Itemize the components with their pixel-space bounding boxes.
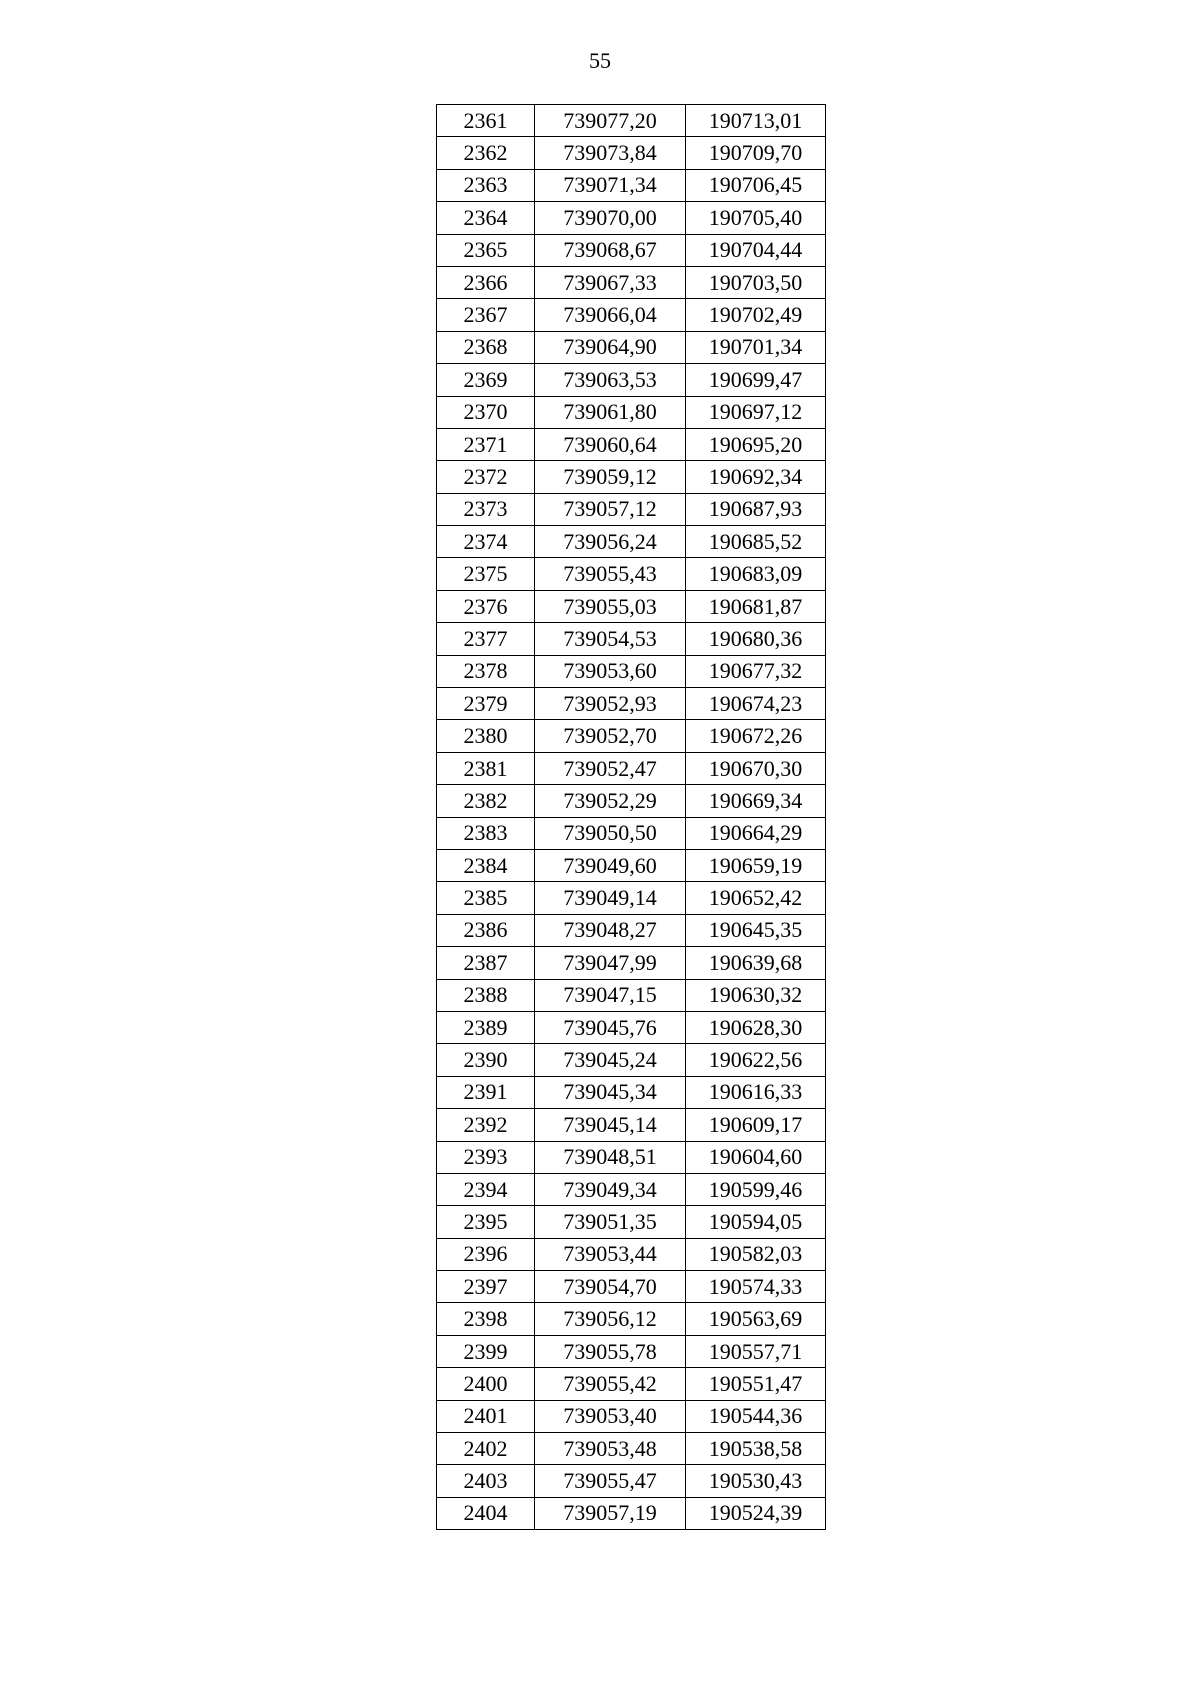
x-coordinate-cell: 739045,24 [535,1044,686,1076]
point-number-cell: 2364 [437,202,535,234]
x-coordinate-cell: 739052,70 [535,720,686,752]
x-coordinate-cell: 739073,84 [535,137,686,169]
point-number-cell: 2391 [437,1076,535,1108]
y-coordinate-cell: 190616,33 [686,1076,826,1108]
y-coordinate-cell: 190705,40 [686,202,826,234]
table-row [437,1109,826,1141]
x-coordinate-cell: 739047,15 [535,979,686,1011]
x-coordinate-cell: 739049,34 [535,1173,686,1205]
table-row [437,1433,826,1465]
y-coordinate-cell: 190677,32 [686,655,826,687]
point-number-cell: 2395 [437,1206,535,1238]
table-row [437,428,826,460]
y-coordinate-cell: 190574,33 [686,1271,826,1303]
point-number-cell: 2390 [437,1044,535,1076]
point-number-cell: 2404 [437,1497,535,1529]
x-coordinate-cell: 739053,40 [535,1400,686,1432]
y-coordinate-cell: 190713,01 [686,105,826,137]
point-number-cell: 2383 [437,817,535,849]
table-row [437,234,826,266]
x-coordinate-cell: 739064,90 [535,331,686,363]
x-coordinate-cell: 739059,12 [535,461,686,493]
y-coordinate-cell: 190538,58 [686,1433,826,1465]
y-coordinate-cell: 190551,47 [686,1368,826,1400]
point-number-cell: 2370 [437,396,535,428]
x-coordinate-cell: 739054,70 [535,1271,686,1303]
table-row [437,720,826,752]
point-number-cell: 2377 [437,623,535,655]
point-number-cell: 2372 [437,461,535,493]
table-row [437,1044,826,1076]
x-coordinate-cell: 739045,76 [535,1011,686,1043]
y-coordinate-cell: 190706,45 [686,169,826,201]
table-row [437,882,826,914]
y-coordinate-cell: 190683,09 [686,558,826,590]
x-coordinate-cell: 739077,20 [535,105,686,137]
x-coordinate-cell: 739071,34 [535,169,686,201]
y-coordinate-cell: 190639,68 [686,947,826,979]
x-coordinate-cell: 739057,19 [535,1497,686,1529]
point-number-cell: 2396 [437,1238,535,1270]
table-row [437,655,826,687]
y-coordinate-cell: 190702,49 [686,299,826,331]
point-number-cell: 2398 [437,1303,535,1335]
point-number-cell: 2368 [437,331,535,363]
y-coordinate-cell: 190524,39 [686,1497,826,1529]
point-number-cell: 2373 [437,493,535,525]
table-row [437,1303,826,1335]
table-row [437,493,826,525]
point-number-cell: 2394 [437,1173,535,1205]
point-number-cell: 2361 [437,105,535,137]
point-number-cell: 2392 [437,1109,535,1141]
coordinates-table [436,104,826,1530]
table-row [437,785,826,817]
y-coordinate-cell: 190664,29 [686,817,826,849]
table-row [437,396,826,428]
x-coordinate-cell: 739055,42 [535,1368,686,1400]
table-row [437,526,826,558]
table-row [437,752,826,784]
point-number-cell: 2385 [437,882,535,914]
y-coordinate-cell: 190670,30 [686,752,826,784]
table-row [437,914,826,946]
table-row [437,137,826,169]
point-number-cell: 2402 [437,1433,535,1465]
x-coordinate-cell: 739053,44 [535,1238,686,1270]
x-coordinate-cell: 739055,47 [535,1465,686,1497]
point-number-cell: 2371 [437,428,535,460]
y-coordinate-cell: 190685,52 [686,526,826,558]
point-number-cell: 2380 [437,720,535,752]
table-row [437,1368,826,1400]
x-coordinate-cell: 739050,50 [535,817,686,849]
x-coordinate-cell: 739053,60 [535,655,686,687]
x-coordinate-cell: 739045,14 [535,1109,686,1141]
x-coordinate-cell: 739063,53 [535,364,686,396]
point-number-cell: 2399 [437,1335,535,1367]
x-coordinate-cell: 739048,27 [535,914,686,946]
y-coordinate-cell: 190669,34 [686,785,826,817]
x-coordinate-cell: 739051,35 [535,1206,686,1238]
y-coordinate-cell: 190697,12 [686,396,826,428]
table-row [437,849,826,881]
x-coordinate-cell: 739060,64 [535,428,686,460]
point-number-cell: 2387 [437,947,535,979]
point-number-cell: 2379 [437,688,535,720]
x-coordinate-cell: 739045,34 [535,1076,686,1108]
table-row [437,1238,826,1270]
x-coordinate-cell: 739056,12 [535,1303,686,1335]
y-coordinate-cell: 190681,87 [686,590,826,622]
x-coordinate-cell: 739052,29 [535,785,686,817]
point-number-cell: 2400 [437,1368,535,1400]
y-coordinate-cell: 190544,36 [686,1400,826,1432]
point-number-cell: 2384 [437,849,535,881]
point-number-cell: 2397 [437,1271,535,1303]
table-row [437,817,826,849]
y-coordinate-cell: 190674,23 [686,688,826,720]
table-row [437,688,826,720]
x-coordinate-cell: 739052,47 [535,752,686,784]
table-row [437,105,826,137]
table-row [437,947,826,979]
point-number-cell: 2376 [437,590,535,622]
y-coordinate-cell: 190704,44 [686,234,826,266]
x-coordinate-cell: 739070,00 [535,202,686,234]
y-coordinate-cell: 190563,69 [686,1303,826,1335]
table-row [437,1076,826,1108]
x-coordinate-cell: 739048,51 [535,1141,686,1173]
table-row [437,266,826,298]
y-coordinate-cell: 190557,71 [686,1335,826,1367]
table-row [437,1173,826,1205]
table-row [437,1400,826,1432]
x-coordinate-cell: 739049,14 [535,882,686,914]
y-coordinate-cell: 190628,30 [686,1011,826,1043]
point-number-cell: 2403 [437,1465,535,1497]
x-coordinate-cell: 739055,03 [535,590,686,622]
point-number-cell: 2362 [437,137,535,169]
point-number-cell: 2393 [437,1141,535,1173]
y-coordinate-cell: 190703,50 [686,266,826,298]
y-coordinate-cell: 190695,20 [686,428,826,460]
table-row [437,1206,826,1238]
point-number-cell: 2381 [437,752,535,784]
table-row [437,1271,826,1303]
x-coordinate-cell: 739054,53 [535,623,686,655]
table-row [437,558,826,590]
table-row [437,1011,826,1043]
x-coordinate-cell: 739061,80 [535,396,686,428]
point-number-cell: 2365 [437,234,535,266]
table-row [437,169,826,201]
x-coordinate-cell: 739049,60 [535,849,686,881]
table-row [437,1465,826,1497]
y-coordinate-cell: 190582,03 [686,1238,826,1270]
y-coordinate-cell: 190680,36 [686,623,826,655]
y-coordinate-cell: 190599,46 [686,1173,826,1205]
point-number-cell: 2382 [437,785,535,817]
y-coordinate-cell: 190659,19 [686,849,826,881]
y-coordinate-cell: 190701,34 [686,331,826,363]
coordinates-table-body [437,105,826,1530]
table-row [437,364,826,396]
y-coordinate-cell: 190645,35 [686,914,826,946]
x-coordinate-cell: 739066,04 [535,299,686,331]
x-coordinate-cell: 739052,93 [535,688,686,720]
table-row [437,1335,826,1367]
y-coordinate-cell: 190622,56 [686,1044,826,1076]
y-coordinate-cell: 190692,34 [686,461,826,493]
y-coordinate-cell: 190594,05 [686,1206,826,1238]
x-coordinate-cell: 739053,48 [535,1433,686,1465]
y-coordinate-cell: 190672,26 [686,720,826,752]
point-number-cell: 2378 [437,655,535,687]
point-number-cell: 2375 [437,558,535,590]
point-number-cell: 2386 [437,914,535,946]
x-coordinate-cell: 739067,33 [535,266,686,298]
x-coordinate-cell: 739055,43 [535,558,686,590]
table-row [437,202,826,234]
page-number: 55 [589,48,611,73]
x-coordinate-cell: 739068,67 [535,234,686,266]
table-row [437,331,826,363]
x-coordinate-cell: 739057,12 [535,493,686,525]
y-coordinate-cell: 190604,60 [686,1141,826,1173]
y-coordinate-cell: 190699,47 [686,364,826,396]
y-coordinate-cell: 190630,32 [686,979,826,1011]
point-number-cell: 2389 [437,1011,535,1043]
x-coordinate-cell: 739047,99 [535,947,686,979]
y-coordinate-cell: 190652,42 [686,882,826,914]
table-row [437,590,826,622]
table-row [437,461,826,493]
y-coordinate-cell: 190687,93 [686,493,826,525]
point-number-cell: 2388 [437,979,535,1011]
y-coordinate-cell: 190609,17 [686,1109,826,1141]
x-coordinate-cell: 739055,78 [535,1335,686,1367]
table-row [437,1141,826,1173]
table-row [437,1497,826,1529]
point-number-cell: 2366 [437,266,535,298]
x-coordinate-cell: 739056,24 [535,526,686,558]
table-row [437,623,826,655]
table-row [437,979,826,1011]
point-number-cell: 2401 [437,1400,535,1432]
point-number-cell: 2369 [437,364,535,396]
point-number-cell: 2363 [437,169,535,201]
y-coordinate-cell: 190709,70 [686,137,826,169]
point-number-cell: 2367 [437,299,535,331]
point-number-cell: 2374 [437,526,535,558]
table-row [437,299,826,331]
y-coordinate-cell: 190530,43 [686,1465,826,1497]
